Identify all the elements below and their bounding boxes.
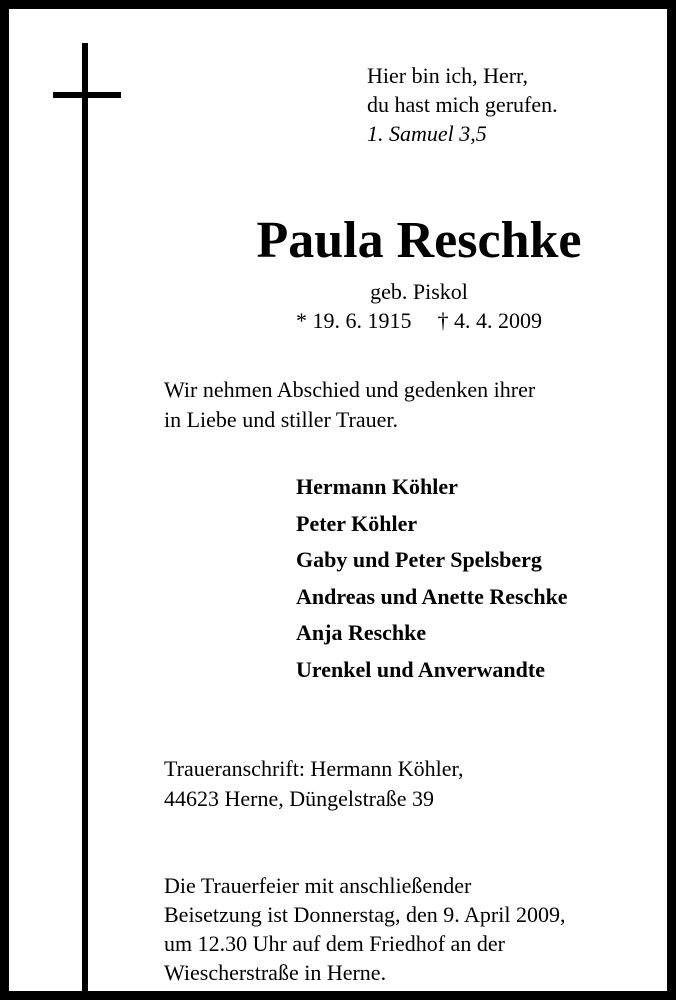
- birth-date: * 19. 6. 1915: [296, 308, 412, 333]
- address-line: 44623 Herne, Düngelstraße 39: [164, 786, 435, 811]
- ceremony-line: um 12.30 Uhr auf dem Friedhof an der: [164, 931, 505, 956]
- ceremony-line: Beisetzung ist Donnerstag, den 9. April 2009,: [164, 902, 566, 927]
- mourner-name: Peter Köhler: [296, 510, 418, 536]
- verse-line: Hier bin ich, Herr,: [367, 63, 529, 88]
- mourner-name: Hermann Köhler: [296, 474, 458, 499]
- deceased-name: Paula Reschke: [256, 212, 582, 269]
- mourner-name: Anja Reschke: [296, 620, 427, 645]
- cross-icon: [82, 43, 88, 991]
- ceremony-line: Wiescherstraße in Herne.: [164, 960, 387, 985]
- verse-reference: 1. Samuel 3,5: [367, 121, 487, 146]
- verse-line: du hast mich gerufen.: [367, 92, 558, 117]
- death-date: † 4. 4. 2009: [437, 308, 542, 333]
- farewell-text: [164, 375, 535, 435]
- mourner-name: Gaby und Peter Spelsberg: [296, 547, 542, 572]
- address-line: Traueranschrift: Hermann Köhler,: [164, 756, 464, 781]
- ceremony-line: Die Trauerfeier mit anschließender: [164, 873, 472, 898]
- mourner-name: Urenkel und Anverwandte: [296, 656, 545, 682]
- ceremony-info: [164, 871, 565, 987]
- mourners-list: [296, 469, 568, 688]
- farewell-line: Wir nehmen Abschied und gedenken ihrer: [164, 377, 536, 402]
- mourning-address: [164, 754, 464, 814]
- maiden-name: geb. Piskol: [370, 279, 468, 304]
- mourner-name: Andreas und Anette Reschke: [296, 583, 568, 609]
- life-dates: [9, 305, 676, 337]
- farewell-line: in Liebe und stiller Trauer.: [164, 407, 399, 432]
- bible-verse: [367, 61, 558, 148]
- cross-icon-crossbar: [53, 92, 121, 98]
